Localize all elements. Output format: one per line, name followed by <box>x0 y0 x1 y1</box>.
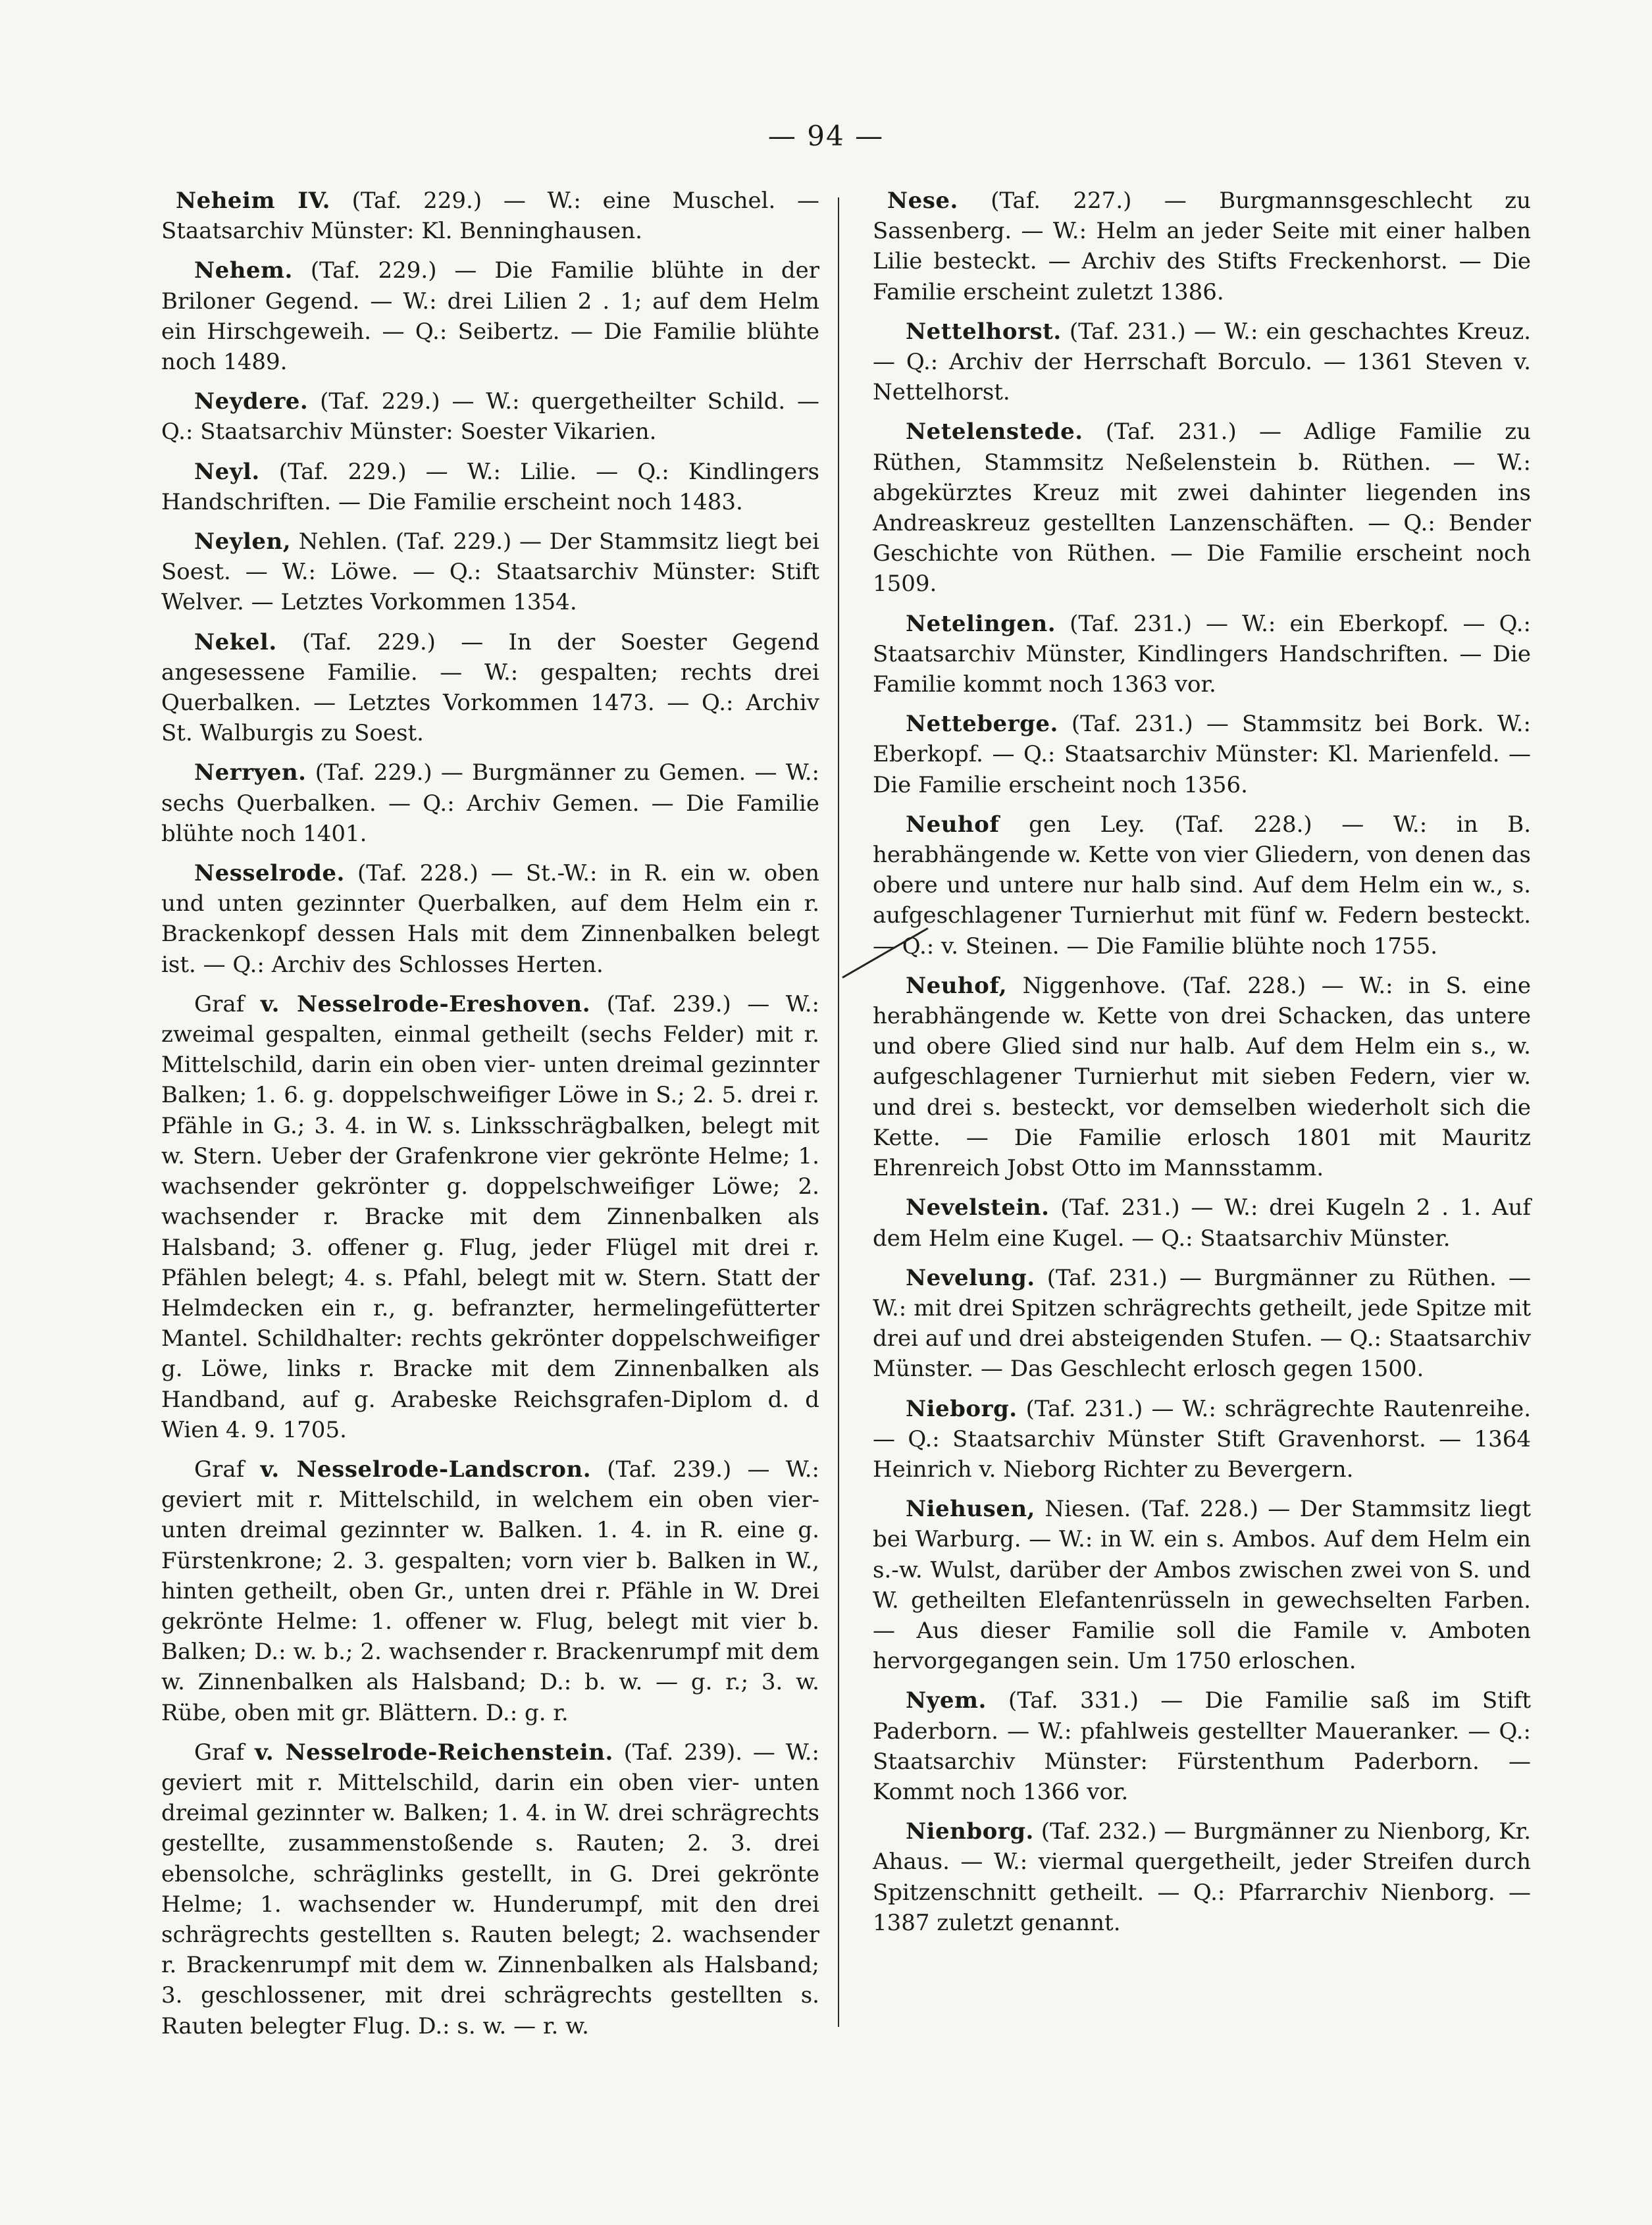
entry-name: Netteberge. <box>906 711 1058 738</box>
entry-name: Nehem. <box>194 257 293 284</box>
entry <box>873 609 1531 700</box>
entry-prefix: Graf <box>194 1456 245 1483</box>
entry-name: Neylen, <box>194 528 292 555</box>
entry <box>161 989 819 1445</box>
entry-name: Netelenstede. <box>906 419 1083 446</box>
entry-name: Niehusen, <box>906 1496 1035 1523</box>
entry-name: Nesselrode. <box>194 860 345 887</box>
entry-name: Nettelhorst. <box>906 318 1062 345</box>
entry-name: Nevelung. <box>906 1264 1035 1291</box>
entry <box>873 1394 1531 1485</box>
right-column <box>873 186 1531 1947</box>
entry <box>873 1816 1531 1938</box>
entry <box>873 971 1531 1183</box>
entry-text: Niggenhove. (Taf. 228.) — W.: in S. eine herabhängende w. Kette von drei Schacken, das untere und obere Glied sind nur halb. Auf dem Helm ein s., w. aufgeschlagener Turnierhut mit sieben Federn, vier w. und drei s. besteckt, vor demselben wiederholt sich die Kette. — Die Familie erlosch 1801 mit Mauritz Ehrenreich Jobst Otto im Mannsstamm. <box>873 972 1531 1182</box>
entry <box>873 709 1531 800</box>
entry <box>873 809 1531 961</box>
entry <box>161 255 819 377</box>
entry-text: (Taf. 231.) — W.: drei Kugeln 2 . 1. Auf dem Helm eine Kugel. — Q.: Staatsarchiv Münster. <box>873 1194 1532 1252</box>
entry <box>161 186 819 246</box>
entry-prefix: Graf <box>194 990 245 1017</box>
entry <box>873 417 1531 599</box>
left-column <box>161 186 819 2051</box>
entry-text: (Taf. 232.) — Burgmänner zu Nienborg, Kr. Ahaus. — W.: viermal quergetheilt, jeder Streifen durch Spitzenschnitt getheilt. — Q.: Pfarrarchiv Nienborg. — 1387 zuletzt genannt. <box>873 1818 1531 1936</box>
entry-text: (Taf. 231.) — Stammsitz bei Bork. W.: Eberkopf. — Q.: Staatsarchiv Münster: Kl. Marienfeld. — Die Familie erscheint noch 1356. <box>873 711 1531 798</box>
entry-text: Niesen. (Taf. 228.) — Der Stammsitz liegt bei Warburg. — W.: in W. ein s. Ambos. Auf dem Helm ein s.-w. Wulst, darüber der Ambos zwischen zwei von S. und W. getheilten Elefantenrüsseln in gewechselten Farben. — Aus dieser Familie soll die Famile v. Amboten hervorgegangen sein. Um 1750 erloschen. <box>873 1496 1531 1675</box>
entry-text: (Taf. 231.) — Adlige Familie zu Rüthen, Stammsitz Neßelenstein b. Rüthen. — W.: abgekürztes Kreuz mit zwei dahinter liegenden ins Andreaskreuz gestellten Lanzenschäften. — Q.: Bender Geschichte von Rüthen. — Die Familie erscheint noch 1509. <box>873 419 1532 598</box>
entry-text: (Taf. 228.) — St.-W.: in R. ein w. oben und unten gezinnter Querbalken, auf dem Helm ein r. Brackenkopf dessen Hals mit dem Zinnenbalken belegt ist. — Q.: Archiv des Schlosses Herten. <box>161 860 819 978</box>
entry-text: (Taf. 229.) — W.: eine Muschel. — Staatsarchiv Münster: Kl. Benninghausen. <box>161 188 820 245</box>
entry-text: (Taf. 231.) — W.: ein geschachtes Kreuz. — Q.: Archiv der Herrschaft Borculo. — 1361 Steven v. Nettelhorst. <box>873 318 1531 406</box>
entry <box>873 1494 1531 1676</box>
entry-name: v. Nesselrode-Reichenstein. <box>255 1739 613 1766</box>
entry-text: (Taf. 229.) — Burgmänner zu Gemen. — W.: sechs Querbalken. — Q.: Archiv Gemen. — Die Familie blühte noch 1401. <box>161 759 819 847</box>
entry-name: Nevelstein. <box>906 1194 1050 1221</box>
entry <box>873 1685 1531 1807</box>
entry-text: (Taf. 229.) — In der Soester Gegend angesessene Familie. — W.: gespalten; rechts drei Querbalken. — Letztes Vorkommen 1473. — Q.: Archiv St. Walburgis zu Soest. <box>161 628 819 747</box>
entry-name: Nieborg. <box>906 1395 1018 1422</box>
entry-text: (Taf. 231.) — W.: schrägrechte Rautenreihe. — Q.: Staatsarchiv Münster Stift Gravenhorst. — 1364 Heinrich v. Nieborg Richter zu Bevergern. <box>873 1395 1531 1483</box>
entry-text: (Taf. 227.) — Burgmannsgeschlecht zu Sassenberg. — W.: Helm an jeder Seite mit einer halben Lilie besteckt. — Archiv des Stifts Freckenhorst. — Die Familie erscheint zuletzt 1386. <box>873 188 1531 305</box>
entry-name: Nyem. <box>906 1687 987 1714</box>
entry-text: (Taf. 239). — W.: geviert mit r. Mittelschild, darin ein oben vier- unten dreimal gezinnter w. Balken; 1. 4. in W. drei schrägrechts gestellte, zusammenstoßende s. Rauten; 2. 3. drei ebensolche, schräglinks gestellt, in G. Drei gekrönte Helme; 1. wachsender w. Hunderumpf, mit den drei schrägrechts gestellten s. Rauten belegt; 2. wachsender r. Brackenrumpf mit dem w. Zinnenbalken als Halsband; 3. geschlossener, mit drei schrägrechts gestellten s. Rauten belegter Flug. D.: s. w. — r. w. <box>161 1739 819 2039</box>
entry-name: Neyl. <box>194 458 260 485</box>
entry-name: Neuhof, <box>906 972 1008 999</box>
entry-name: v. Nesselrode-Ereshoven. <box>260 990 591 1017</box>
entry <box>161 757 819 849</box>
entry-name: Nekel. <box>194 628 277 655</box>
entry-name: Nese. <box>887 188 958 214</box>
entry-name: Netelingen. <box>906 610 1056 637</box>
entry <box>161 627 819 749</box>
entry <box>161 1454 819 1728</box>
entry <box>873 1192 1531 1253</box>
entry-text: (Taf. 231.) — Burgmänner zu Rüthen. — W.: mit drei Spitzen schrägrechts getheilt, jede Spitze mit drei auf und drei absteigenden Stufen. — Q.: Staatsarchiv Münster. — Das Geschlecht erlosch gegen 1500. <box>873 1264 1531 1383</box>
entry-text: (Taf. 229.) — W.: quergetheilter Schild. — Q.: Staatsarchiv Münster: Soester Vikarien. <box>161 388 819 446</box>
entry <box>873 186 1531 307</box>
entry <box>161 858 819 980</box>
entry <box>873 317 1531 408</box>
page-number: — 94 — <box>767 120 885 152</box>
entry <box>161 386 819 447</box>
entry-text: gen Ley. (Taf. 228.) — W.: in B. herabhängende w. Kette von vier Gliedern, von denen das obere und untere nur halb sind. Auf dem Helm ein w., s. aufgeschlagener Turnierhut mit fünf w. Federn besteckt. — Q.: v. Steinen. — Die Familie blühte noch 1755. <box>873 811 1532 959</box>
entry <box>161 1737 819 2041</box>
entry-text: (Taf. 331.) — Die Familie saß im Stift Paderborn. — W.: pfahlweis gestellter Maueranker. — Q.: Staatsarchiv Münster: Fürstenthum Paderborn. — Kommt noch 1366 vor. <box>873 1687 1531 1805</box>
entry-text: (Taf. 229.) — W.: Lilie. — Q.: Kindlingers Handschriften. — Die Familie erscheint noch 1483. <box>161 458 819 515</box>
entry-name: v. Nesselrode-Landscron. <box>260 1456 592 1483</box>
column-divider <box>838 197 839 2027</box>
entry-prefix: Graf <box>194 1739 245 1766</box>
entry-text: (Taf. 239.) — W.: geviert mit r. Mittelschild, in welchem ein oben vier- unten dreimal gezinnter w. Balken. 1. 4. in R. eine g. Fürstenkrone; 2. 3. gespalten; vorn vier b. Balken in W., hinten getheilt, oben Gr., unten drei r. Pfähle in W. Drei gekrönte Helme: 1. offener w. Flug, belegt mit vier b. Balken; D.: w. b.; 2. wachsender r. Brackenrumpf mit dem w. Zinnenbalken als Halsband; D.: b. w. — g. r.; 3. w. Rübe, oben mit gr. Blättern. D.: g. r. <box>161 1456 819 1726</box>
entry-text: (Taf. 239.) — W.: zweimal gespalten, einmal getheilt (sechs Felder) mit r. Mittelschild, darin ein oben vier- unten dreimal gezinnter Balken; 1. 6. g. doppelschweifiger Löwe in S.; 2. 5. drei r. Pfähle in G.; 3. 4. in W. s. Linksschrägbalken, belegt mit w. Stern. Ueber der Grafenkrone vier gekrönte Helme; 1. wachsender gekrönter g. doppelschweifiger Löwe; 2. wachsender r. Bracke mit dem Zinnenbalken als Halsband; 3. offener g. Flug, jeder Flügel mit drei r. Pfählen belegt; 4. s. Pfahl, belegt mit w. Stern. Statt der Helmdecken ein r., g. befranzter, hermelingefütterter Mantel. Schildhalter: rechts gekrönter doppelschweifiger g. Löwe, links r. Bracke mit dem Zinnenbalken als Handband, auf g. Arabeske Reichsgrafen-Diplom d. d Wien 4. 9. 1705. <box>161 990 820 1443</box>
entry-text: (Taf. 231.) — W.: ein Eberkopf. — Q.: Staatsarchiv Münster, Kindlingers Handschriften. — Die Familie kommt noch 1363 vor. <box>873 610 1532 698</box>
entry <box>161 526 819 618</box>
entry <box>161 457 819 517</box>
entry-name: Neheim IV. <box>176 188 330 214</box>
entry-name: Nienborg. <box>906 1818 1034 1845</box>
entry-text: (Taf. 229.) — Die Familie blühte in der Briloner Gegend. — W.: drei Lilien 2 . 1; auf dem Helm ein Hirschgeweih. — Q.: Seibertz. — Die Familie blühte noch 1489. <box>161 257 819 376</box>
entry-name: Nerryen. <box>194 759 307 786</box>
entry <box>873 1263 1531 1385</box>
entry-name: Neuhof <box>906 811 1000 838</box>
entry-text: Nehlen. (Taf. 229.) — Der Stammsitz liegt bei Soest. — W.: Löwe. — Q.: Staatsarchiv Münster: Stift Welver. — Letztes Vorkommen 1354. <box>161 528 820 616</box>
entry-name: Neydere. <box>194 388 309 415</box>
